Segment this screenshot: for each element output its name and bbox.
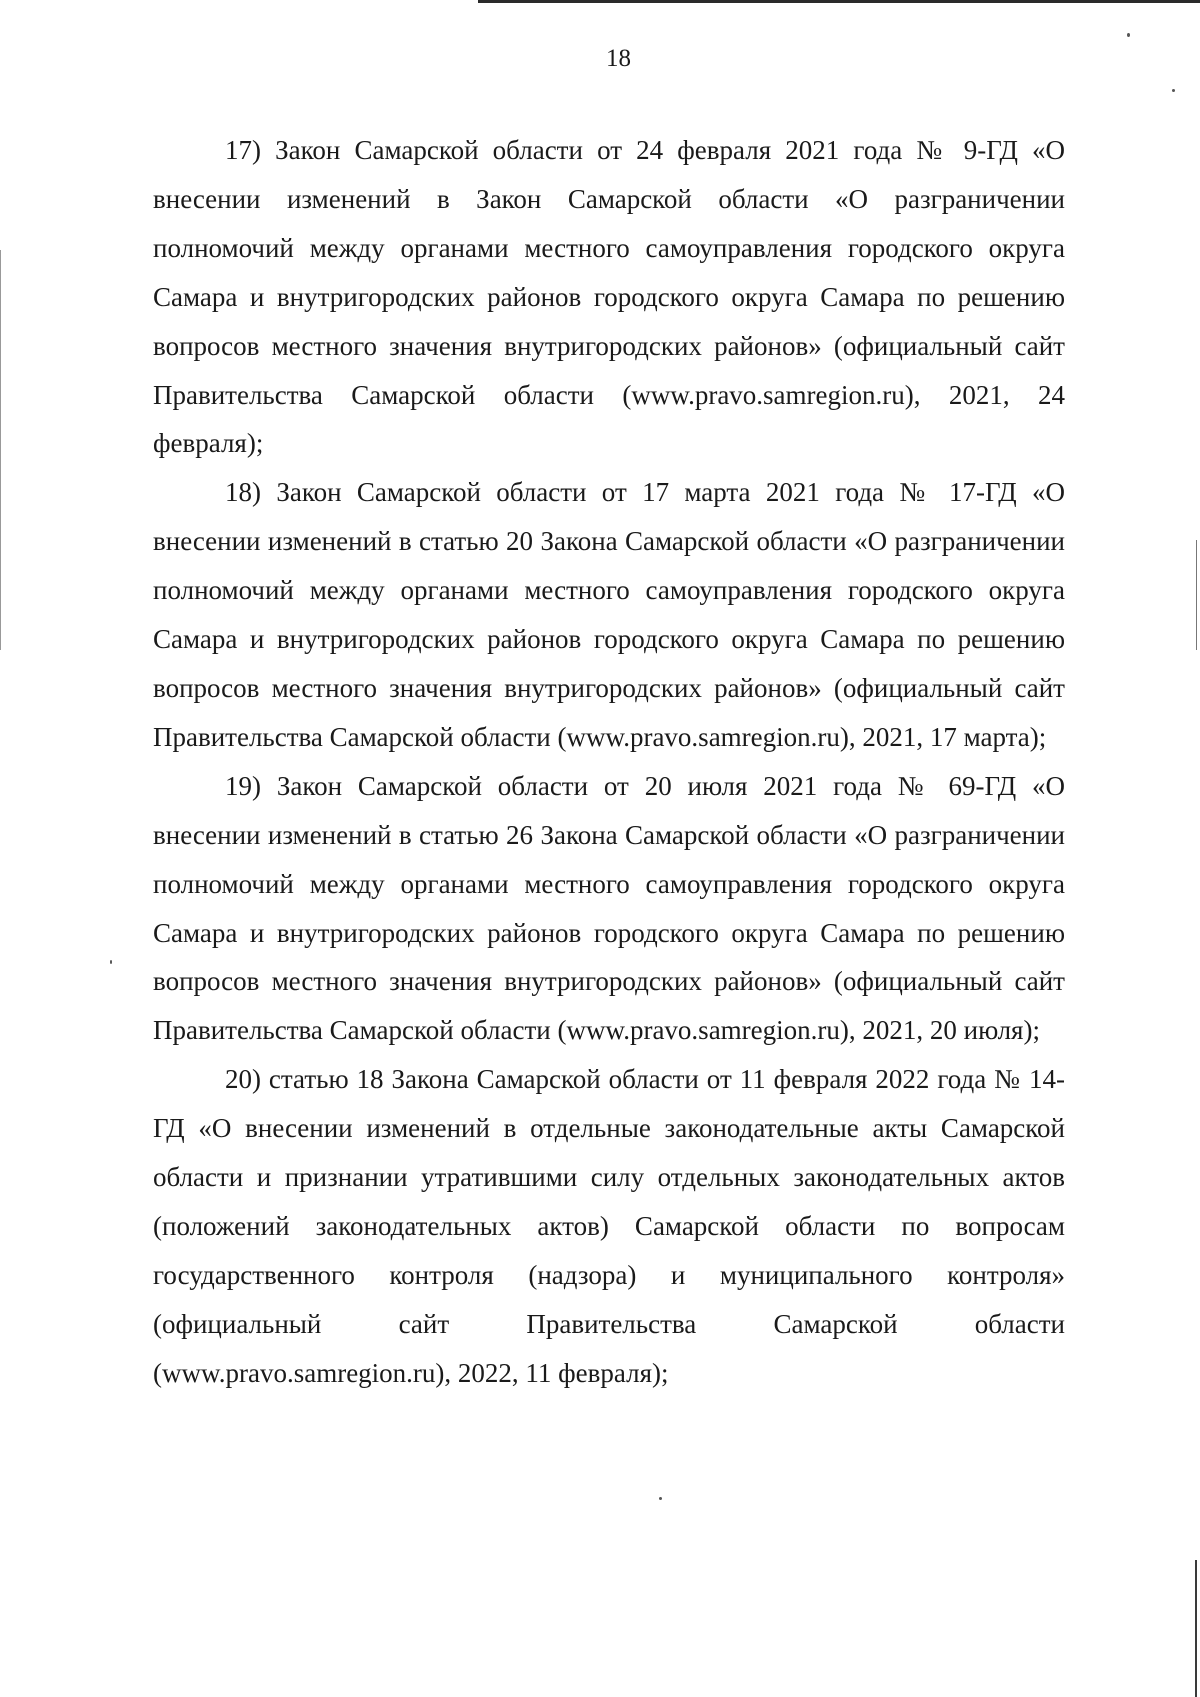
scan-top-border	[478, 0, 1200, 3]
list-item-19: 19) Закон Самарской области от 20 июля 2021 года № 69-ГД «О внесении изменений в статью 26 Закона Самарской области «О разграничении полномочий между органами местного самоуправления городского округа Самара и внутригородских районов городского округа Самара по решению вопросов местного значения внутригородских районов» (официальный сайт Правительства Самарской области (www.pravo.samregion.ru), 2021, 20 июля);	[153, 770, 1065, 1046]
scan-speck	[110, 960, 112, 964]
scan-speck	[1127, 33, 1130, 37]
list-item-20: 20) статью 18 Закона Самарской области от 11 февраля 2022 года № 14-ГД «О внесении изменений в отдельные законодательные акты Самарской области и признании утратившими силу отдельных законодательных актов (положений законодательных актов) Самарской области по вопросам государственного контроля (надзора) и муниципального контроля» (официальный сайт Правительства Самарской области (www.pravo.samregion.ru), 2022, 11 февраля);	[153, 1064, 1065, 1388]
scan-speck	[1172, 89, 1175, 92]
scan-speck	[659, 1497, 662, 1500]
scan-left-edge-mark	[0, 250, 1, 650]
document-body	[153, 126, 1065, 1398]
scan-right-edge-mark	[1196, 540, 1197, 650]
list-item-18: 18) Закон Самарской области от 17 марта 2021 года № 17-ГД «О внесении изменений в статью 20 Закона Самарской области «О разграничении полномочий между органами местного самоуправления городского округа Самара и внутригородских районов городского округа Самара по решению вопросов местного значения внутригородских районов» (официальный сайт Правительства Самарской области (www.pravo.samregion.ru), 2021, 17 марта);	[153, 477, 1065, 752]
page-number: 18	[606, 45, 631, 72]
scan-right-border	[1195, 1560, 1197, 1697]
list-item-17: 17) Закон Самарской области от 24 февраля 2021 года № 9-ГД «О внесении изменений в Закон Самарской области «О разграничении полномочий между органами местного самоуправления городского округа Самара и внутригородских районов городского округа Самара по решению вопросов местного значения внутригородских районов» (официальный сайт Правительства Самарской области (www.pravo.samregion.ru), 2021, 24 февраля);	[153, 135, 1065, 459]
